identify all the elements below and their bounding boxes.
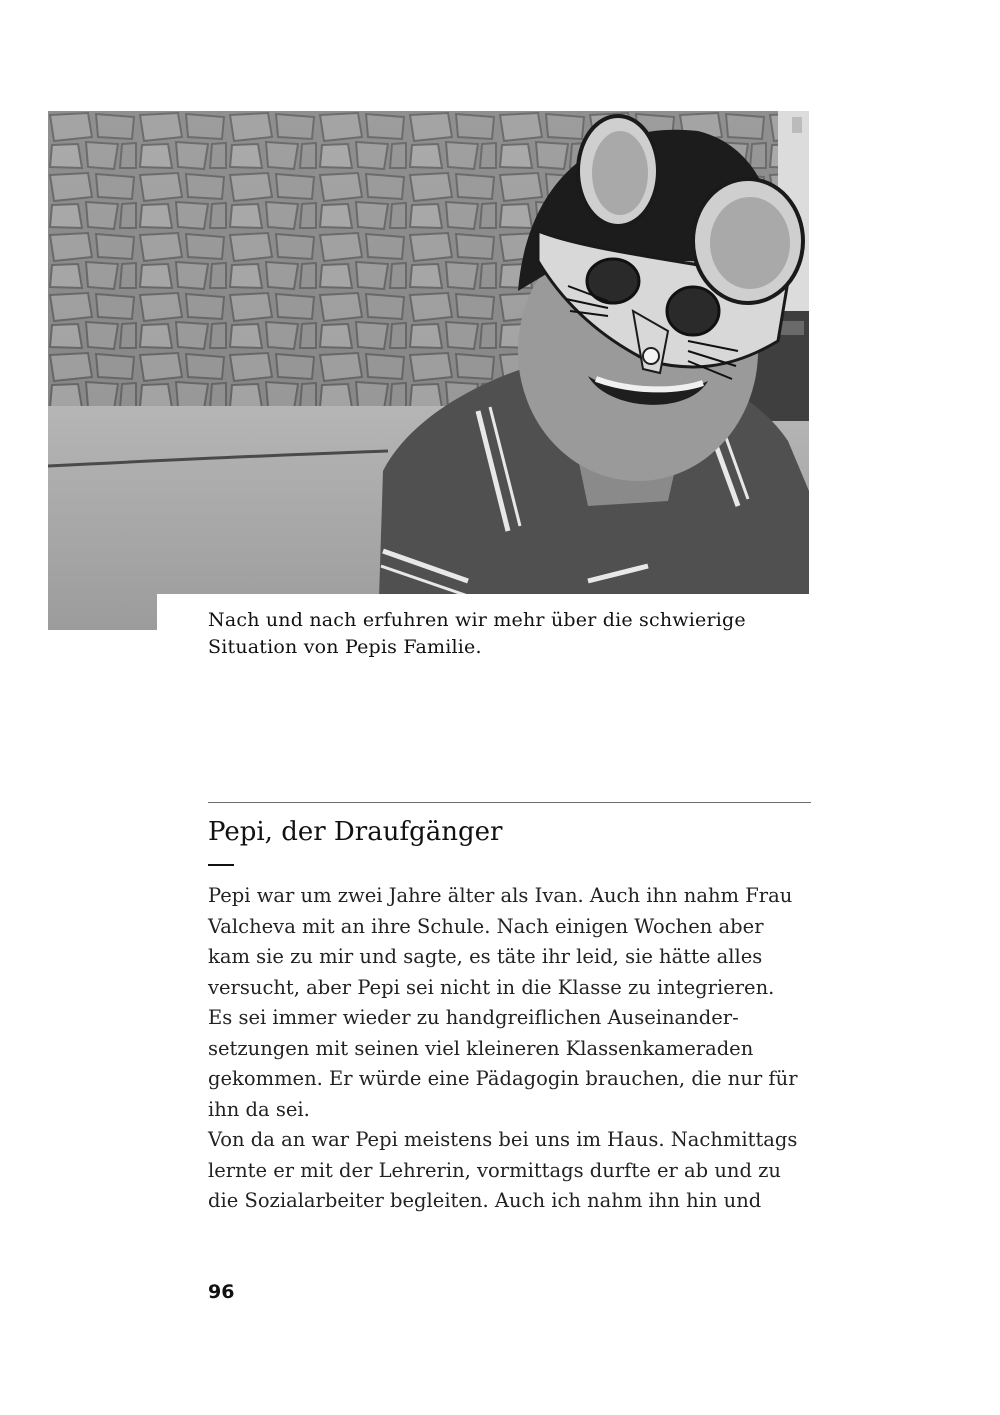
body-line: versucht, aber Pepi sei nicht in die Klasse zu integrieren. [208,975,775,999]
body-line: lernte er mit der Lehrerin, vormittags durfte er ab und zu [208,1158,781,1182]
section-divider [208,802,811,803]
body-line: Pepi war um zwei Jahre älter als Ivan. Auch ihn nahm Frau [208,884,793,907]
caption-line-2: Situation von Pepis Familie. [208,636,482,658]
body-line: Valcheva mit an ihre Schule. Nach einigen Wochen aber [208,914,764,938]
photo-illustration [48,111,809,630]
body-line: setzungen mit seinen viel kleineren Klassenkameraden [208,1036,754,1060]
body-line: Von da an war Pepi meistens bei uns im Haus. Nachmittags [208,1128,798,1151]
page-number: 96 [208,1281,235,1303]
section-heading: Pepi, der Draufgänger [208,817,503,847]
heading-dash [208,864,234,866]
caption-line-1: Nach und nach erfuhren wir mehr über die schwierige [208,609,746,631]
body-line: gekommen. Er würde eine Pädagogin brauchen, die nur für [208,1067,798,1090]
section-body [208,881,814,1217]
body-line: kam sie zu mir und sagte, es täte ihr leid, sie hätte alles [208,945,763,968]
photo-boy-mouse-mask [48,111,809,630]
body-line: die Sozialarbeiter begleiten. Auch ich nahm ihn hin und [208,1189,762,1212]
body-line: ihn da sei. [208,1097,310,1121]
body-line: Es sei immer wieder zu handgreiflichen Auseinander- [208,1006,739,1029]
photo-caption [208,607,808,661]
